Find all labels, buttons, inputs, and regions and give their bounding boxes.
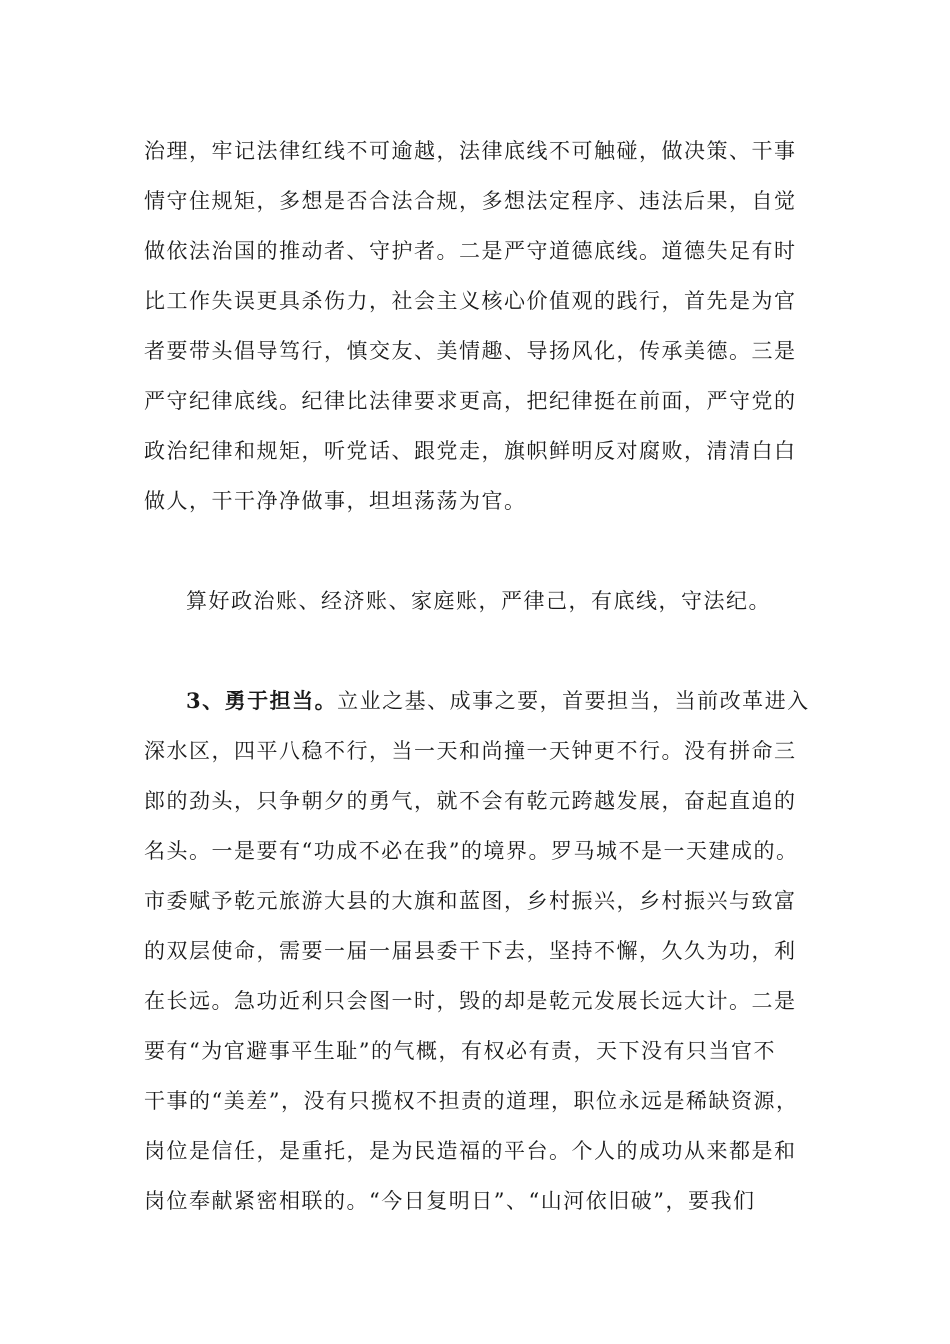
paragraph-line: 名头。一是要有“功成不必在我”的境界。罗马城不是一天建成的。 <box>144 839 799 863</box>
paragraph-line: 治理，牢记法律红线不可逾越，法律底线不可触碰，做决策、干事 <box>144 139 797 163</box>
paragraph-line: 岗位奉献紧密相联的。“今日复明日”、“山河依旧破”，要我们 <box>144 1189 756 1213</box>
paragraph-line: 做人，干干净净做事，坦坦荡荡为官。 <box>144 489 527 513</box>
paragraph-line: 要有“为官避事平生耻”的气概，有权必有责，天下没有只当官不 <box>144 1039 776 1063</box>
section-first-line <box>186 687 866 715</box>
paragraph-line: 政治纪律和规矩，听党话、跟党走，旗帜鲜明反对腐败，清清白白 <box>144 439 797 463</box>
section-first-line-text: 立业之基、成事之要，首要担当，当前改革进入 <box>337 689 810 713</box>
paragraph-line: 市委赋予乾元旅游大县的大旗和蓝图，乡村振兴，乡村振兴与致富 <box>144 889 797 913</box>
paragraph-line: 做依法治国的推动者、守护者。二是严守道德底线。道德失足有时 <box>144 239 797 263</box>
paragraph-line: 在长远。急功近利只会图一时，毁的却是乾元发展长远大计。二是 <box>144 989 797 1013</box>
paragraph-line: 的双层使命，需要一届一届县委干下去，坚持不懈，久久为功，利 <box>144 939 797 963</box>
paragraph-line: 深水区，四平八稳不行，当一天和尚撞一天钟更不行。没有拼命三 <box>144 739 797 763</box>
paragraph-line: 郎的劲头，只争朝夕的勇气，就不会有乾元跨越发展，奋起直追的 <box>144 789 797 813</box>
section-heading: 3、勇于担当。 <box>186 688 338 713</box>
paragraph-line: 情守住规矩，多想是否合法合规，多想法定程序、违法后果，自觉 <box>144 189 797 213</box>
summary-line: 算好政治账、经济账、家庭账，严律己，有底线，守法纪。 <box>186 589 771 613</box>
paragraph-line: 岗位是信任，是重托，是为民造福的平台。个人的成功从来都是和 <box>144 1139 797 1163</box>
paragraph-line: 干事的“美差”，没有只揽权不担责的道理，职位永远是稀缺资源， <box>144 1089 799 1113</box>
paragraph-line: 者要带头倡导笃行，慎交友、美情趣、导扬风化，传承美德。三是 <box>144 339 797 363</box>
paragraph-line: 严守纪律底线。纪律比法律要求更高，把纪律挺在前面，严守党的 <box>144 389 797 413</box>
paragraph-line: 比工作失误更具杀伤力，社会主义核心价值观的践行，首先是为官 <box>144 289 797 313</box>
